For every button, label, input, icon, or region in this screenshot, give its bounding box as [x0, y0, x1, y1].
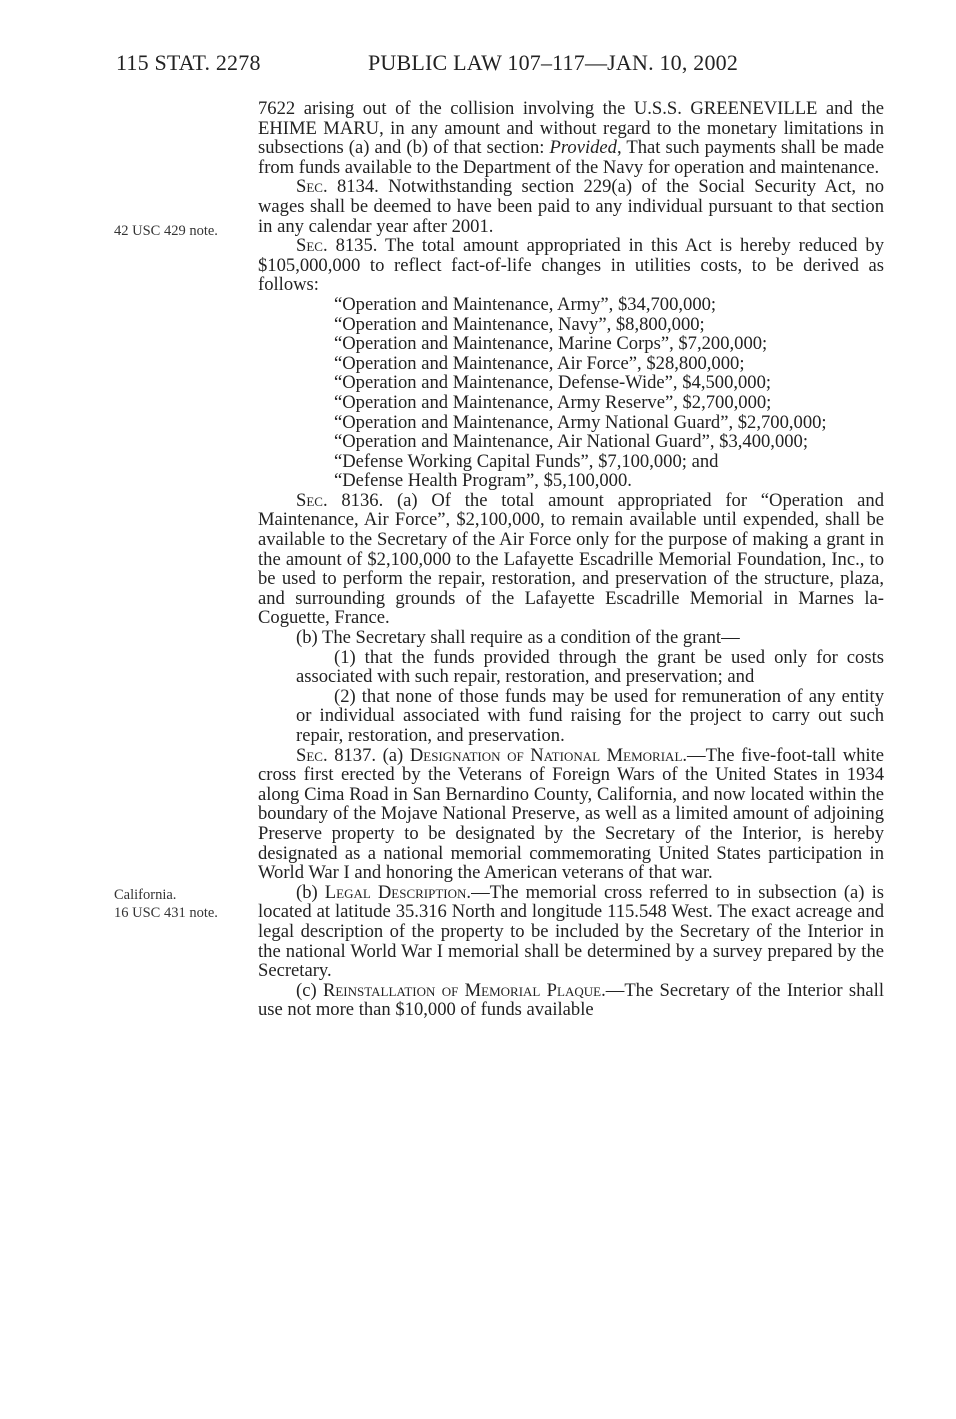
section-text: 8136. (a) Of the total amount appropriated for “Operation and Maintenance, Air Force”, $2,100,000, to remain available until expended, shall be available to the Secretary of the Air Force only for the purpose of making a grant in the amount of $2,100,000 to the Lafayette Escadrille Memorial Foundation, Inc., to be used to perform the repair, restoration, and preservation of the structure, plaza, and surrounding grounds of the Lafayette Escadrille Memorial in Marnes la-Coguette, France. — [258, 489, 884, 629]
text-run: , That such payments shall be made from funds available to the Department of the Navy for operation and maintenance. — [258, 137, 884, 178]
section-text: .—The five-foot-tall white cross first erected by the Veterans of Foreign Wars of the United States in 1934 along Cima Road in San Bernardino County, California, and now located within the boundary of the Mojave National Preserve, as well as a limited amount of adjoining Preserve property to be designated by the Secretary of the Interior, is hereby designated as a national memorial commemorating United States participation in World War I and honoring the American veterans of that war. — [258, 744, 885, 884]
list-item: “Operation and Maintenance, Defense-Wide”, $4,500,000; — [334, 372, 772, 394]
public-law-citation: PUBLIC LAW 107–117—JAN. 10, 2002 — [368, 50, 739, 75]
italic-provided: Provided — [549, 137, 617, 159]
section-8136-b-items — [258, 648, 884, 746]
section-8134 — [258, 177, 884, 236]
list-item: “Operation and Maintenance, Marine Corps”, $7,200,000; — [334, 333, 768, 355]
section-text: .—The memorial cross referred to in subsection (a) is located at latitude 35.316 North and longitude 115.548 West. The exact acreage and legal description of the property to be included by the Secretary of the Interior in the national World War I memorial shall be determined by a survey prepared by the Secretary. — [258, 881, 884, 982]
body-text — [258, 99, 884, 1020]
section-text: .—The Secretary of the Interior shall use not more than $10,000 of funds available — [258, 979, 885, 1021]
section-8137-b — [258, 883, 884, 981]
section-8136-b: (b) The Secretary shall require as a condition of the grant— — [296, 627, 740, 649]
section-label: Sec. — [296, 176, 328, 198]
list-item: “Operation and Maintenance, Air Force”, $28,800,000; — [334, 352, 745, 374]
section-text: 8134. Notwithstanding section 229(a) of the Social Security Act, no wages shall be deemed to have been paid to any individual pursuant to that section in any calendar year after 2001. — [258, 176, 884, 237]
list-item: “Operation and Maintenance, Army National Guard”, $2,700,000; — [334, 411, 827, 433]
section-label: Sec. — [296, 489, 328, 511]
subparagraph-1: (1) that the funds provided through the grant be used only for costs associated with such repair, restoration, and preservation; and — [296, 646, 884, 688]
section-label: Sec. — [296, 744, 328, 766]
list-item: “Defense Working Capital Funds”, $7,100,000; and — [334, 450, 719, 472]
section-8135 — [258, 236, 884, 295]
margin-note-usc-429: 42 USC 429 note. — [114, 223, 218, 239]
page-header — [116, 50, 886, 80]
list-item: “Operation and Maintenance, Air National Guard”, $3,400,000; — [334, 431, 808, 453]
statute-page-number: 115 STAT. 2278 — [116, 50, 261, 75]
subsection-heading: Reinstallation of Memorial Plaque — [322, 979, 602, 1001]
section-text: 8135. The total amount appropriated in this Act is hereby reduced by $105,000,000 to reflect fact-of-life changes in utilities costs, to be derived as follows: — [258, 235, 884, 296]
section-number: 8137. (a) — [327, 744, 410, 766]
subsection-number: (b) — [296, 881, 325, 903]
section-label: Sec. — [296, 235, 328, 257]
subparagraph-2: (2) that none of those funds may be used for remuneration of any entity or individual associated with fund raising for the project to carry out such repair, restoration, and preservation. — [296, 685, 884, 746]
list-item: “Operation and Maintenance, Navy”, $8,800,000; — [334, 313, 705, 335]
paragraph-continued — [258, 99, 884, 177]
margin-note-california: California. — [114, 887, 177, 903]
section-8136 — [258, 491, 884, 628]
section-8137-c — [258, 981, 884, 1020]
subsection-heading: Designation of National Memorial — [409, 744, 683, 766]
text-run: 7622 arising out of the collision involving the U.S.S. GREENEVILLE and the EHIME MARU, in any amount and without regard to the monetary limitations in subsections (a) and (b) of that section: — [258, 98, 884, 159]
list-item: “Operation and Maintenance, Army”, $34,700,000; — [334, 293, 717, 315]
list-item: “Operation and Maintenance, Army Reserve”, $2,700,000; — [334, 391, 772, 413]
appropriation-list — [258, 295, 884, 491]
subsection-heading: Legal Description — [324, 881, 467, 903]
section-8137 — [258, 746, 884, 883]
list-item: “Defense Health Program”, $5,100,000. — [334, 470, 632, 492]
margin-note-usc-431: 16 USC 431 note. — [114, 905, 218, 921]
subsection-number: (c) — [296, 979, 323, 1001]
